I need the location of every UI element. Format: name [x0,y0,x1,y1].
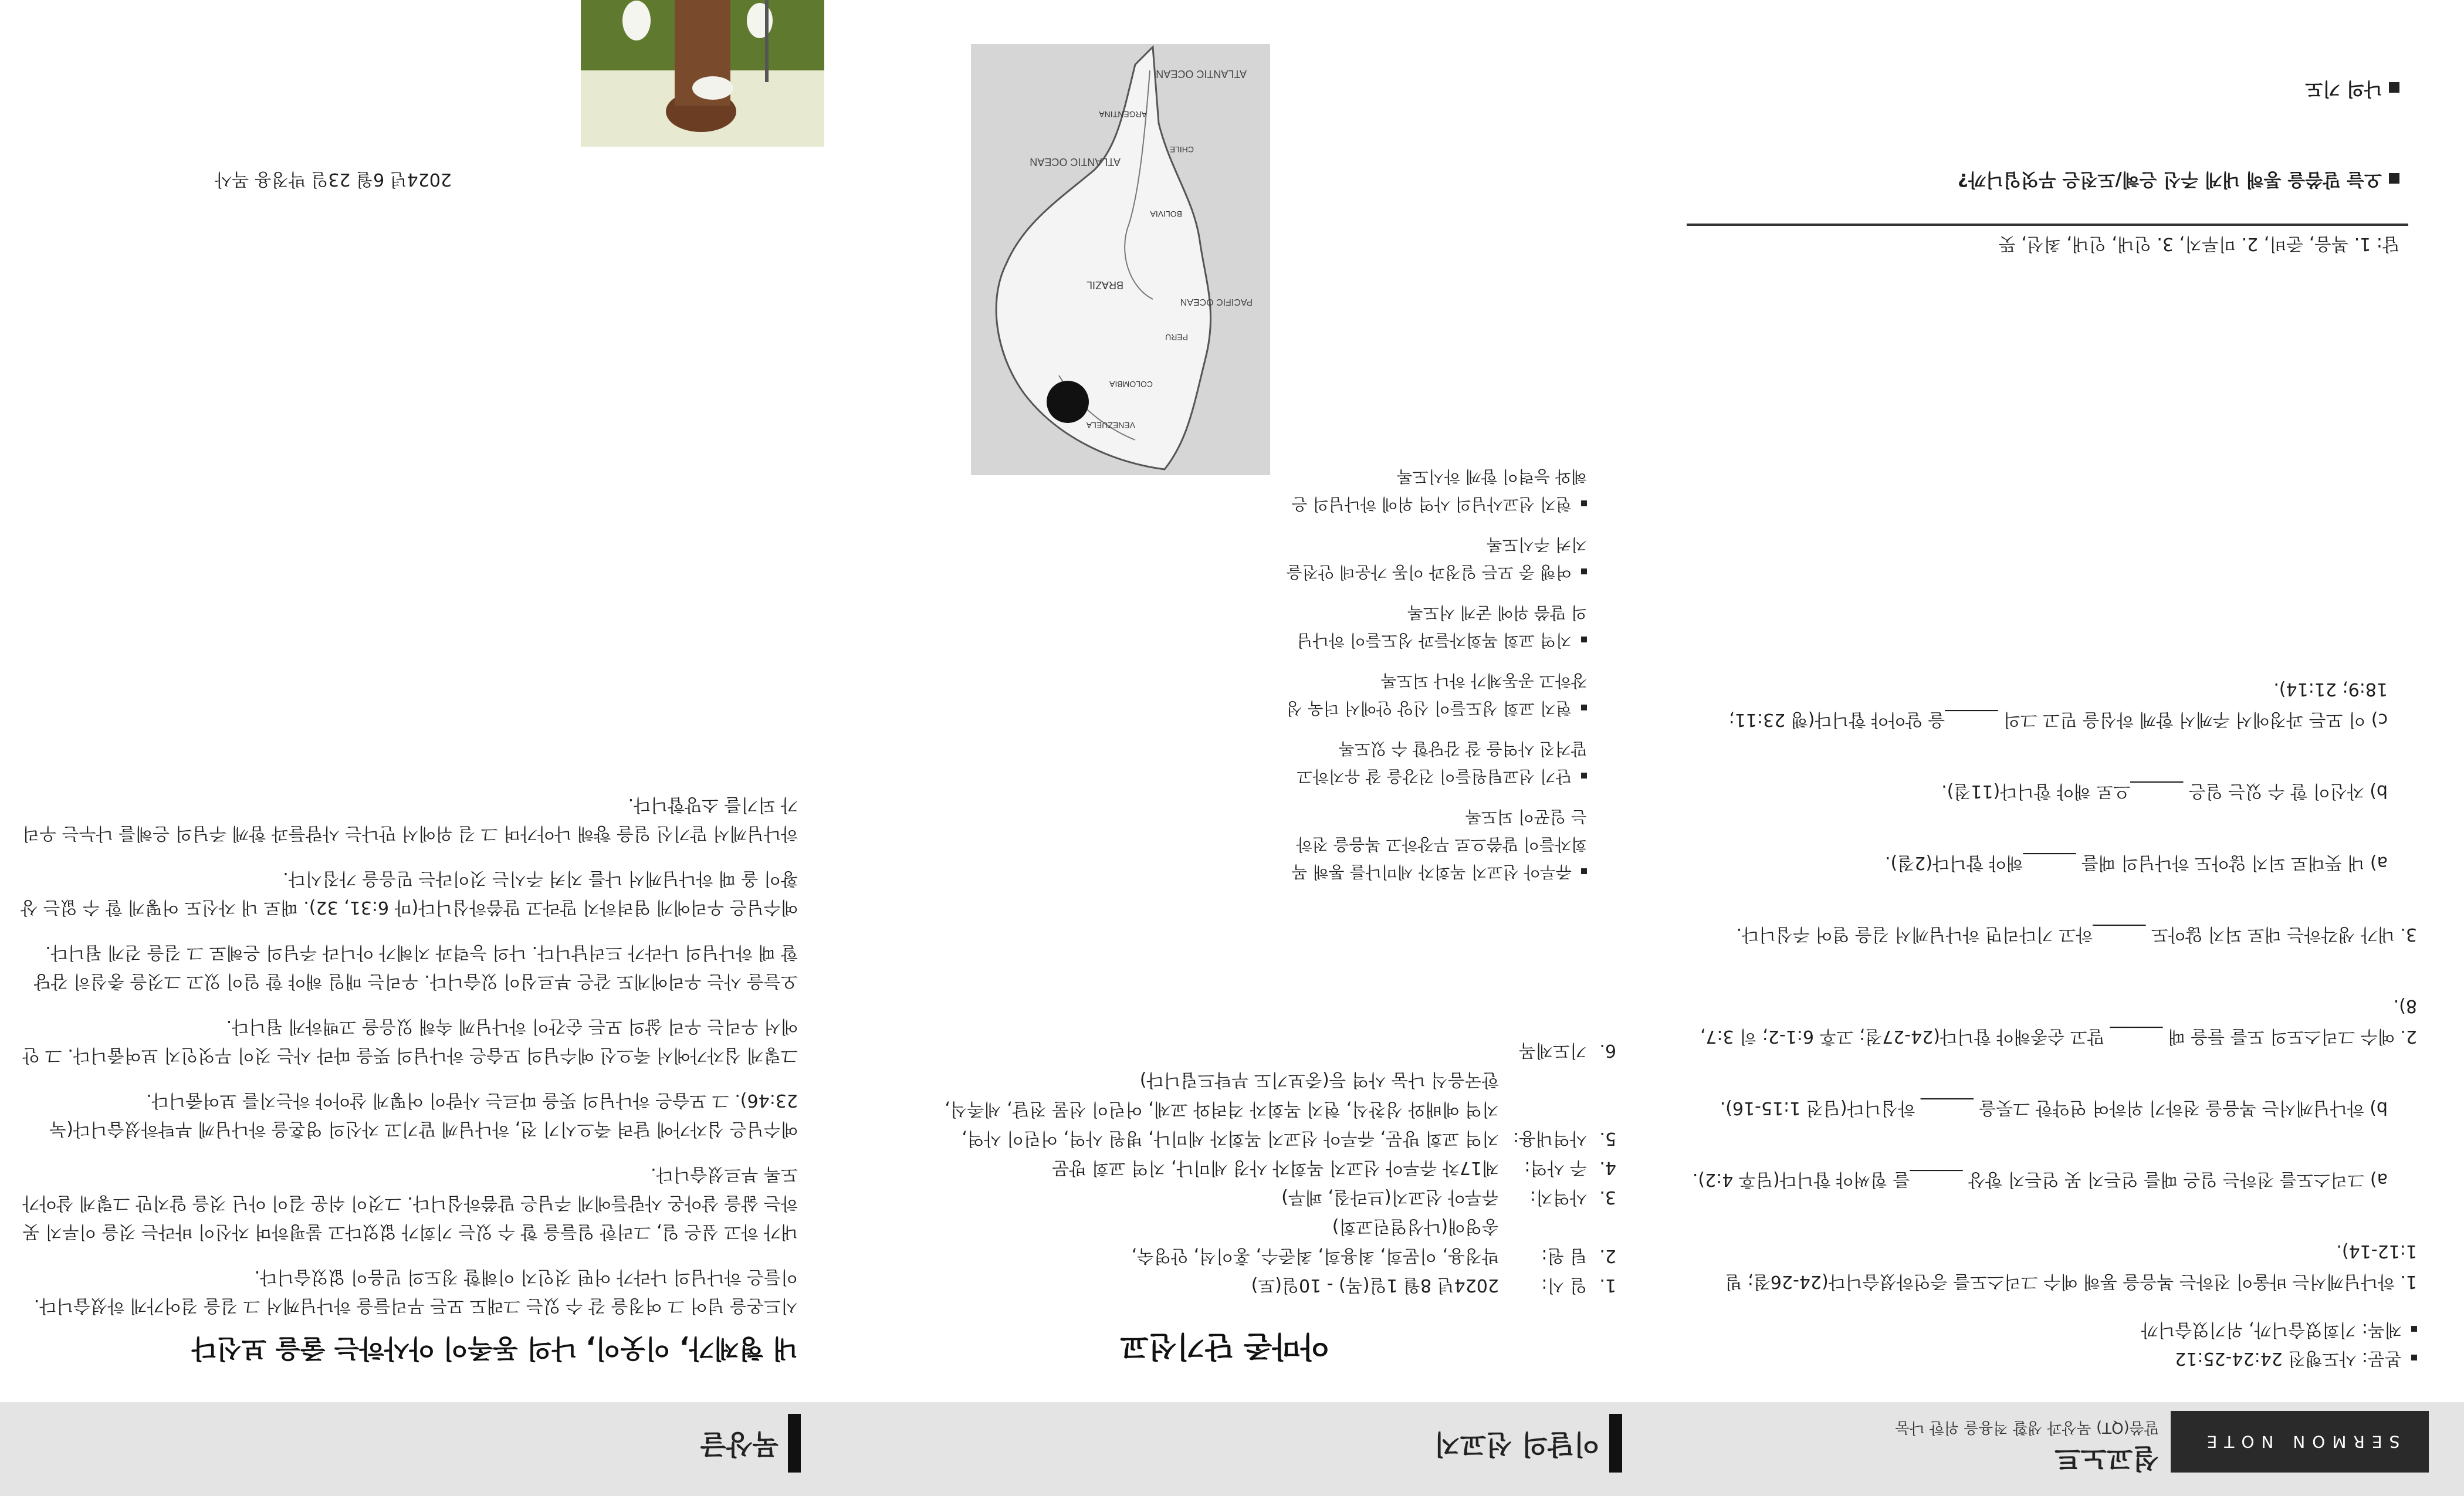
bullet-icon [2411,1326,2417,1332]
header-mark [788,1414,801,1473]
meditation-paragraph: 그렇게 십자가에서 죽으신 예수님의 모습은 하나님의 뜻을 따라 사는 것이 무엇인지 보여줍니다. 그 안에서 우리는 우리 삶의 모든 순간이 하나님께 속해 있음을 고백하게 됩니다. [22,1016,798,1065]
sermon-outline-line: a) 내 뜻대로 되지 않아도 하나님의 때를 ______해야 합니다(2절). [1885,852,2388,873]
item-number: 4. [1599,1157,1616,1178]
country-label: PERU [1165,333,1188,342]
passage-label: 본문: [2361,1348,2402,1369]
mission-header [824,1402,1646,1496]
bullet-icon [1581,868,1587,874]
illustration-shepherd [581,0,824,147]
item-label: 팀 원: [1541,1245,1587,1266]
meditation-paragraph: 내가 하고 싶은 일, 그러한 일들을 할 수 있는 기회가 없었다고 불평하며 자신이 바라는 것을 이루지 못하는 삶을 살아온 사람들에게 주님은 말씀하십니다. 그것이 쉬운 길이 아닌 것을 알지만 그렇게 살아가도록 부르셨습니다. [22,1164,798,1242]
mission-detail-row [854,1182,1616,1211]
bullet-icon [1581,705,1587,710]
item-text: 지역 예배와 성찬식, 현지 목회자 격려와 교제, 어린이 선물 전달, 세족식, [945,1099,1499,1119]
bullet-icon [2411,1355,2417,1361]
bullet-icon [1581,637,1587,642]
mission-panel [824,0,1646,1496]
country-label: CHILE [1169,145,1194,154]
ocean-label: PACIFIC OCEAN [1180,297,1253,307]
sermon-outline-line: 1. 하나님께서는 바울이 전하는 복음을 통해 예수 그리스도를 증언하셨습니다(24-26절; 빌 1:12-14). [1725,1241,2417,1292]
meditation-byline: 2024년 6월 23일 박정용 목사 [215,169,452,189]
sermon-answer: 답: 1. 복음, 준비, 2. 미루지, 3. 인내, 인내, 최선, 뜻 [1998,233,2399,254]
item-number: 2. [1599,1245,1616,1266]
meditation-paragraph: 오늘을 사는 우리에게도 같은 부르심이 있습니다. 우리는 매일 해야 할 일이 있고 그것을 충실히 감당할 때 하나님의 나라가 드러납니다. 나의 능력과 지혜가 아니라 주님의 은혜로 그 길을 걷게 됩니다. [33,942,798,991]
sermon-outline-line: 3. 내가 생각하는 대로 되지 않아도 ______하고 기다리면 하나님께서 길을 열어 주십니다. [1736,924,2417,945]
topic-label: 제목: [2361,1319,2402,1340]
south-america-map [971,44,1270,475]
meditation-header-title: 묵상글 [700,1429,779,1460]
reflection-question: 오늘 말씀을 통해 내게 주신 은혜/도전은 무엇입니까? [1958,165,2399,194]
shepherd-illustration [581,0,824,147]
item-text: 제17차 쥬루아 선교지 목회자 사경 세미나, 지역 교회 방문 [1052,1157,1499,1178]
map-graphic [971,44,1270,475]
sermon-topic [1684,1315,2417,1344]
mission-detail-row [854,1035,1616,1065]
country-label: BRAZIL [1086,279,1123,291]
prayer-list [1282,450,1587,886]
item-label: 일 시: [1541,1275,1587,1295]
item-number: 6. [1599,1040,1616,1061]
sermon-outline-line: b) 하나님께서는 복음을 전하기 위하여 연약한 그릇을 ______ 하십니다(딤전 1:15-16). [1720,1098,2388,1118]
item-label: 주 사역: [1524,1157,1587,1178]
item-label: 사역지: [1529,1187,1587,1207]
passage-text: 사도행전 24:24-25:12 [2175,1348,2357,1369]
prayer-item [1282,735,1587,790]
mission-detail-row [854,1094,1616,1123]
mission-title: 아마존 단기선교 [1120,1329,1329,1363]
item-text: 지역 교회 방문, 쥬루아 선교지 목회자 세미나, 병원 사역, 어린이 사역, [962,1128,1499,1149]
sermon-note-subtitle: 말씀(QT) 묵상과 생활 적용을 위한 나눔 [1895,1419,2159,1436]
prayer-item [1282,599,1587,654]
meditation-title: 내 형제가, 이웃이, 나의 동족이 아사하는 줄을 보신다 [191,1333,798,1363]
item-text: 쥬루아 선교지(브라질, 페루) [1281,1187,1499,1207]
header-mark [1609,1414,1622,1473]
prayer-item [1282,463,1587,518]
prayer-text: 여행 중 모든 일정과 이동 가운데 안전을 지켜 주시도록 [1286,535,1587,582]
location-marker [1047,381,1089,423]
item-text: 송영애(나성열린교회) [1332,1216,1499,1237]
meditation-paragraph: 예수님은 우리에게 염려하지 말라고 말씀하십니다(마 6:31, 32). 때로 내 자신도 어떻게 할 수 없는 상황이 올 때 하나님께서 나를 지켜 주시는 것이라는 믿음을 가집시다. [21,868,798,918]
mission-detail-row [854,1065,1616,1094]
bullet-icon [1581,773,1587,779]
meditation-paragraph: 예수님은 십자가에 달려 죽으시기 전, 하나님께 맡기고 자신의 영혼을 하나님께 부탁하셨습니다(눅 23:46). 그 모습은 하나님의 뜻을 따르는 사람이 어떻게 살아야 하는지를 보여줍니다. [49,1090,798,1139]
item-label: 사역내용: [1512,1128,1587,1149]
country-label: VENEZUELA [1086,421,1135,430]
square-icon [2389,83,2399,93]
mission-detail-row [854,1270,1616,1299]
item-text: 한국음식 나눔 사역 등(중보기도 부탁드립니다) [1139,1069,1499,1090]
item-number: 5. [1599,1128,1616,1149]
country-label: ARGENTINA [1099,110,1147,119]
prayer-item [1282,667,1587,722]
sermon-note-header [1646,1402,2464,1496]
meditation-body [18,774,798,1320]
meditation-panel [0,0,824,1496]
mission-detail-row [854,1153,1616,1182]
sermon-outline-line: a) 그리스도를 전하는 일은 때를 얻든지 못 얻든지 항상 ______를 힘써야 합니다(딤후 4:2). [1692,1169,2388,1190]
prayer-text: 단기 선교팀원들이 건강을 잘 유지하고 맡겨진 사역을 잘 감당할 수 있도록 [1297,739,1587,786]
mission-header-title: 이달의 선교지 [1434,1429,1600,1460]
mission-detail-row [854,1241,1616,1270]
item-text: 박정용, 이문희, 최용희, 최준수, 홍이석, 안영숙, [1131,1245,1499,1266]
item-label: 기도제목 [1519,1040,1587,1061]
sermon-outline-line: c) 이 모든 과정에서 주께서 함께 하심을 믿고 그의 ______을 알아야 합니다(행 23:11; 18:9; 21:14). [1728,679,2388,730]
sermon-passage [1684,1344,2417,1373]
item-number: 3. [1599,1187,1616,1207]
prayer-heading: 나의 기도 [2305,74,2399,103]
country-label: COLOMBIA [1109,380,1153,389]
bullet-icon [1581,500,1587,506]
ocean-label: ATLANTIC OCEAN [1156,68,1247,80]
topic-text: 기회였습니까, 위기였습니까 [2141,1319,2357,1340]
sermon-outline [1678,632,2417,1297]
divider [1687,224,2408,226]
square-icon [2389,174,2399,184]
sermon-passage-block [1684,1315,2417,1373]
prayer-item [1282,531,1587,586]
item-text: 2024년 8월 1일(목) - 10일(토) [1251,1275,1499,1295]
meditation-paragraph: 시드온을 넘어 그 여정을 갈 수 있는 그래도 모든 무리들을 하나님께서 그 길을 걸어가게 하셨습니다. 이들은 하나님의 나라가 어떤 것인지 이해할 정도의 믿음이 없었습니다. [33,1267,798,1316]
country-label: BOLIVIA [1150,209,1182,219]
ocean-label: ATLANTIC OCEAN [1030,156,1121,168]
prayer-text: 쥬루아 선교지 목회자 세미나를 통해 목회자들이 말씀으로 무장하고 복음을 전하는 일꾼이 되도록 [1291,807,1587,882]
prayer-text: 지역 교회 목회자들과 성도들이 하나님의 말씀 위에 굳게 서도록 [1297,603,1587,650]
prayer-text: 현지 선교사님의 사역 위에 하나님의 은혜와 능력이 함께 하시도록 [1291,467,1587,514]
mission-details [854,1035,1616,1299]
sermon-note-label: SERMON NOTE [2171,1411,2429,1473]
mission-detail-row [854,1123,1616,1153]
mission-detail-row [854,1211,1616,1241]
prayer-item [1282,803,1587,886]
bullet-icon [1581,568,1587,574]
meditation-header [0,1402,824,1496]
sermon-note-panel [1646,0,2464,1496]
sermon-outline-line: b) 자신이 할 수 있는 일은 ______으로 해야 합니다(11절). [1941,781,2388,801]
meditation-paragraph: 하나님께서 맡기신 일을 향해 나아가며 그 길 위에서 만나는 사람들과 함께 주님의 은혜를 나누는 우리가 되기를 소망합니다. [22,794,798,844]
item-number: 1. [1599,1275,1616,1295]
sermon-outline-line: 2. 예수 그리스도의 도를 들을 때 ______ 말고 순종해야 합니다(24-27절; 고후 6:1-2; 히 3:7, 8). [1700,996,2417,1047]
prayer-text: 현지 교회 성도들이 신앙 안에서 더욱 성장하고 공동체가 하나 되도록 [1286,671,1587,718]
sermon-note-title: 설교노트 [2055,1443,2159,1474]
